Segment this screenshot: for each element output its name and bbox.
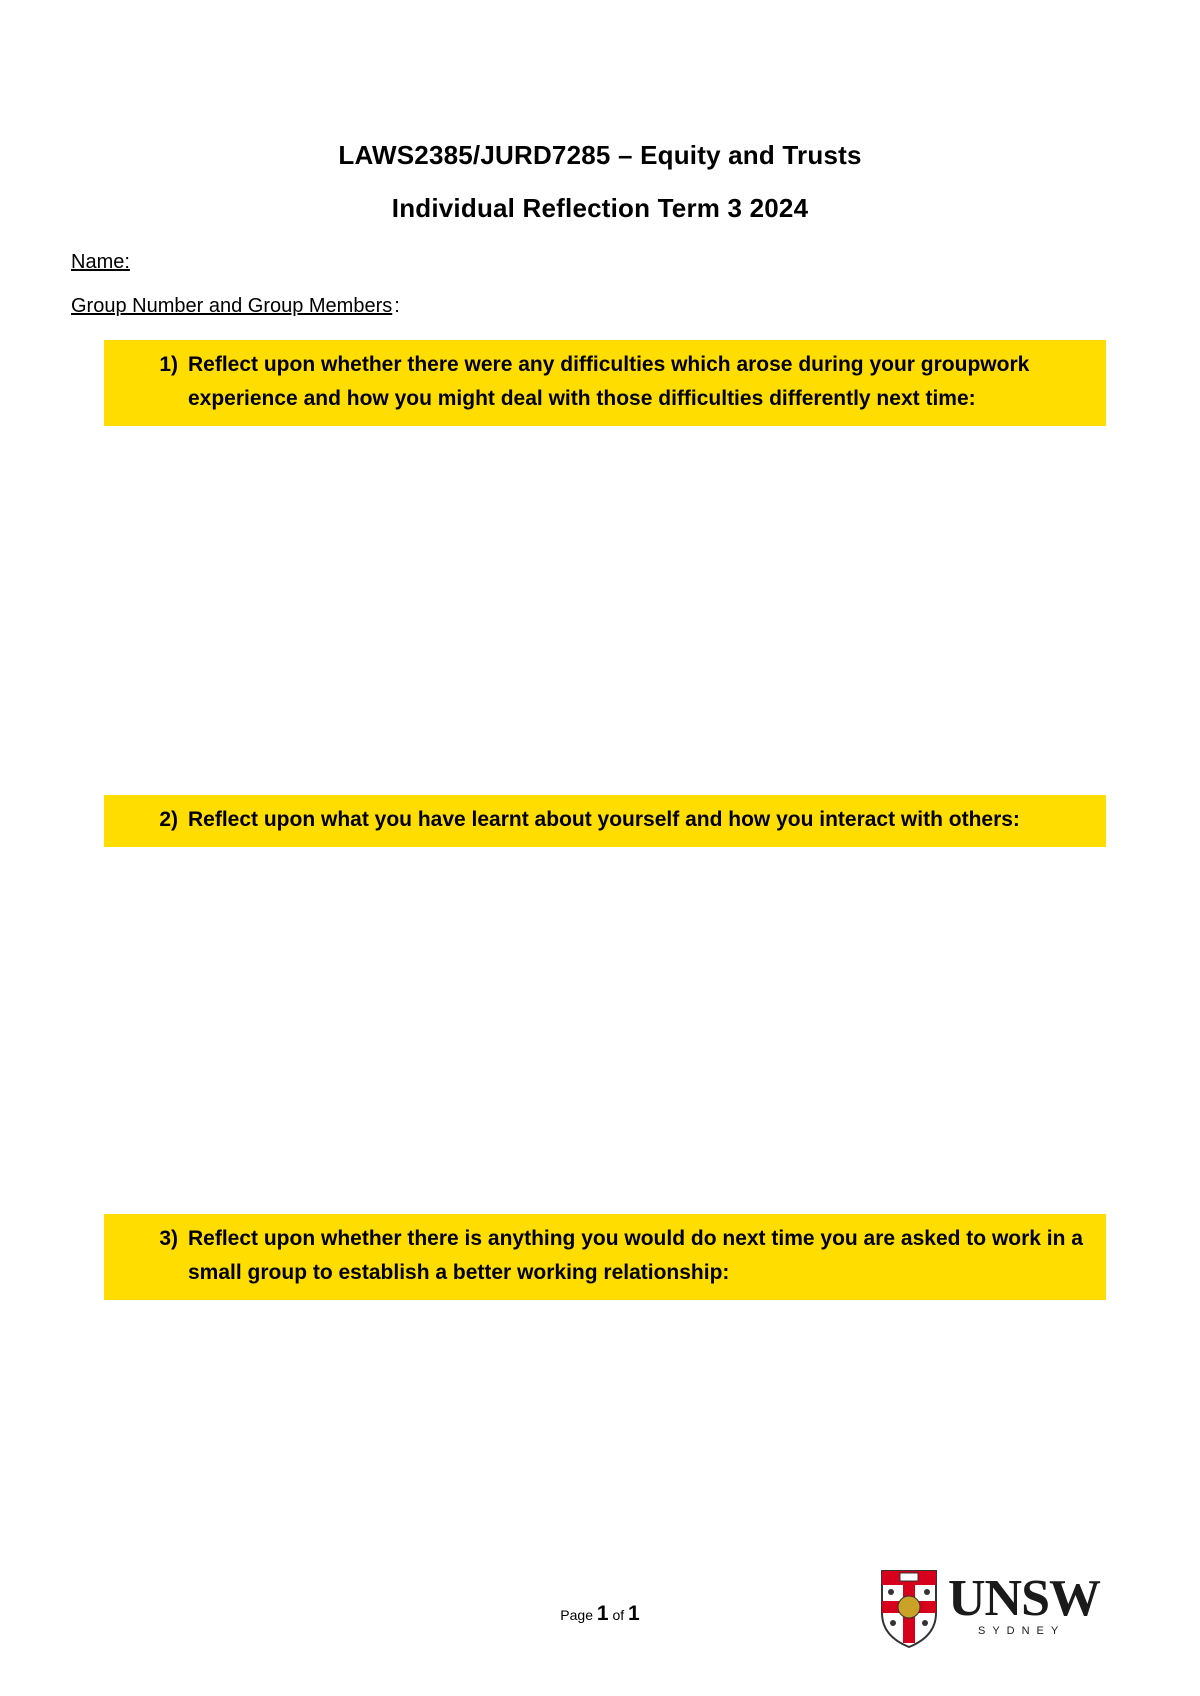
unsw-crest-icon [878, 1565, 940, 1651]
question-1-answer-area[interactable] [104, 426, 1106, 795]
question-1-text: Reflect upon whether there were any difficulties which arose during your groupwork experience and how you might deal with those difficulties differently next time: [188, 353, 1030, 410]
course-title: LAWS2385/JURD7285 – Equity and Trusts [338, 140, 862, 170]
of-word: of [612, 1607, 625, 1623]
question-3-number: 3) [159, 1227, 178, 1250]
question-2-number: 2) [159, 808, 178, 831]
question-3 [104, 1222, 1096, 1290]
name-label: Name: [71, 251, 130, 273]
question-3-answer-area[interactable] [104, 1300, 1106, 1560]
question-1 [104, 348, 1096, 416]
question-2-box [104, 795, 1106, 847]
unsw-sydney-text: SYDNEY [978, 1625, 1066, 1637]
question-2-answer-area[interactable] [104, 847, 1106, 1214]
question-2 [104, 803, 1096, 837]
unsw-logo [878, 1565, 1101, 1655]
group-members-colon: : [394, 295, 400, 317]
question-3-box [104, 1214, 1106, 1300]
group-members-label [71, 295, 400, 318]
question-1-number: 1) [159, 353, 178, 376]
question-2-text: Reflect upon what you have learnt about yourself and how you interact with others: [188, 808, 1020, 831]
question-3-text: Reflect upon whether there is anything you would do next time you are asked to work in a small group to establish a better working relationship: [188, 1227, 1083, 1284]
question-1-box [104, 340, 1106, 426]
page-word: Page [560, 1607, 593, 1623]
group-members-label-text: Group Number and Group Members [71, 295, 393, 317]
unsw-wordmark: UNSW [948, 1570, 1101, 1627]
page-total: 1 [628, 1602, 640, 1625]
page-current: 1 [596, 1602, 609, 1625]
document-subtitle: Individual Reflection Term 3 2024 [391, 193, 809, 223]
